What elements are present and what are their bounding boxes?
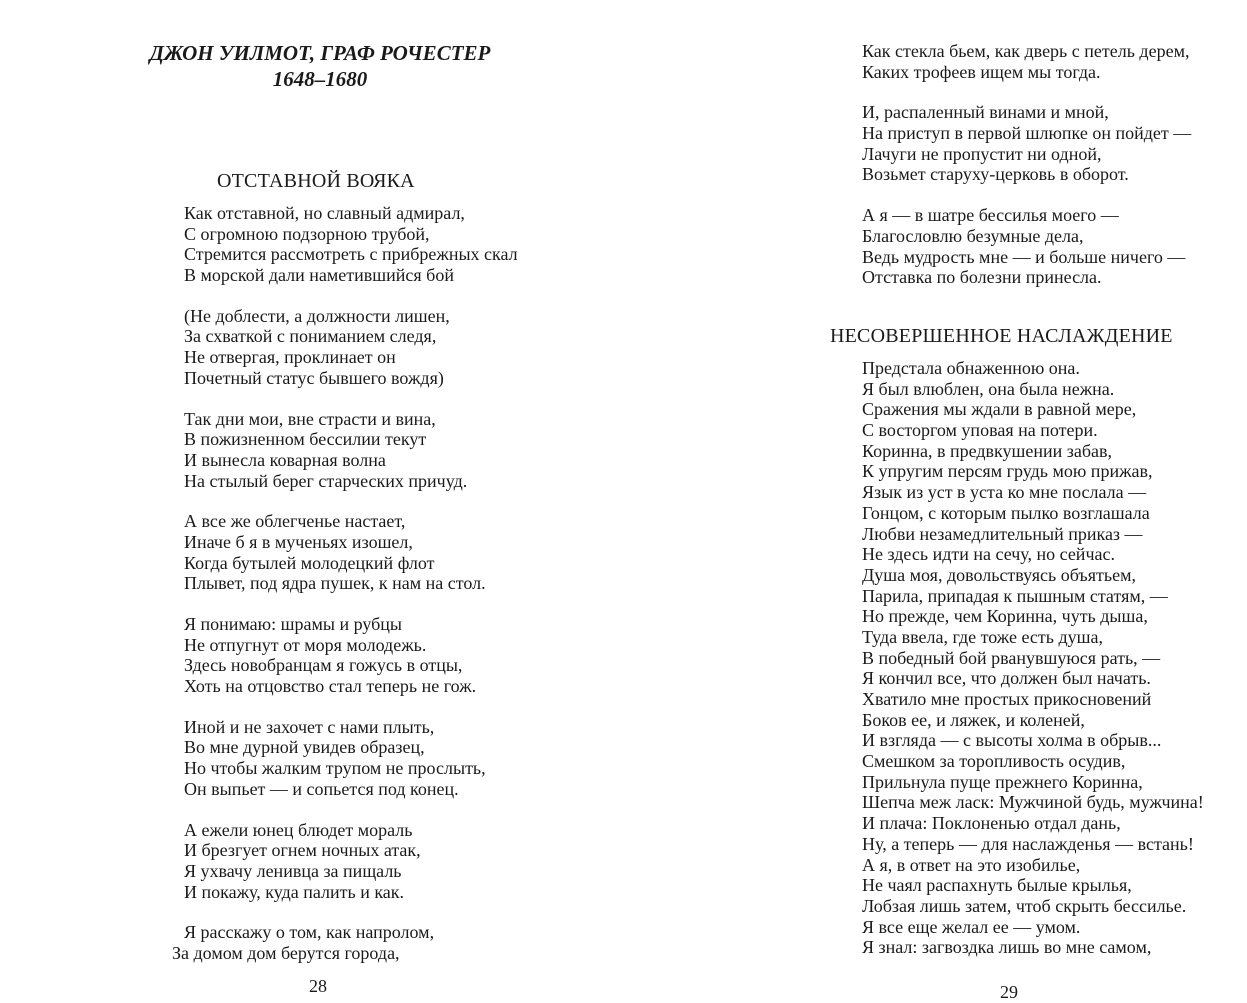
verse-line: А все же облегченье настает,	[184, 511, 406, 532]
verse-line: Язык из уст в уста ко мне послала —	[862, 482, 1147, 503]
verse-line: Душа моя, довольствуясь объятьем,	[862, 564, 1136, 585]
verse-line: Любви незамедлительный приказ —	[862, 523, 1143, 544]
verse-line: Лобзая лишь затем, чтоб скрыть бессилье.	[862, 895, 1187, 916]
verse-line: И плача: Поклоненью отдал дань,	[862, 813, 1121, 834]
stanza	[862, 205, 1191, 288]
verse-line: Туда ввела, где тоже есть душа,	[862, 626, 1103, 647]
verse-line: Так дни мои, вне страсти и вина,	[184, 408, 436, 429]
verse-line: Не здесь идти на сечу, но сейчас.	[862, 544, 1115, 565]
left-page	[0, 0, 620, 999]
page-number-left: 28	[309, 976, 327, 996]
verse-line: Не чаял распахнуть былые крылья,	[862, 875, 1132, 896]
verse-line: Я был влюблен, она была нежна.	[862, 378, 1115, 399]
verse-line: В пожизненном бессилии текут	[184, 429, 427, 450]
stanza	[862, 358, 1204, 958]
verse-line: А я — в шатре бессилья моего —	[862, 205, 1119, 226]
verse-line: В морской дали наметившийся бой	[184, 265, 454, 286]
verse-line: Иначе б я в мученьях изошел,	[184, 531, 413, 552]
verse-line: Шепча меж ласк: Мужчиной будь, мужчина!	[862, 792, 1204, 813]
verse-line: Не отпугнут от моря молодежь.	[184, 634, 427, 655]
verse-line: Когда бутылей молодецкий флот	[184, 552, 435, 573]
stanza	[862, 102, 1191, 185]
verse-line: С огромною подзорною трубой,	[184, 223, 430, 244]
verse-line: Я расскажу о том, как напролом,	[184, 922, 435, 943]
verse-line: И взгляда — с высоты холма в обрыв...	[862, 730, 1162, 751]
poem-title-nesovershennoe-naslazhdenie: НЕСОВЕРШЕННОЕ НАСЛАЖДЕНИЕ	[830, 325, 1173, 347]
verse-line: Но чтобы жалким трупом не прослыть,	[184, 758, 486, 779]
poem-body-right-top	[862, 41, 1191, 308]
verse-line: Смешком за торопливость осудив,	[862, 751, 1126, 772]
verse-line: Коринна, в предвкушении забав,	[862, 440, 1113, 461]
verse-line: Я кончил все, что должен был начать.	[862, 668, 1151, 689]
verse-line: В победный бой рванувшуюся рать, —	[862, 647, 1161, 668]
verse-line: Здесь новобранцам я гожусь в отцы,	[184, 655, 463, 676]
verse-line: За домом дом берутся города,	[172, 942, 400, 963]
verse-line: Как стекла бьем, как дверь с петель дерем,	[862, 41, 1190, 61]
author-heading	[0, 40, 640, 92]
verse-line: Благословлю безумные дела,	[862, 225, 1084, 246]
verse-line: Хватило мне простых прикосновений	[862, 689, 1152, 709]
author-dates: 1648–1680	[272, 67, 368, 91]
verse-line: И покажу, куда палить и как.	[184, 881, 405, 902]
verse-line: Хоть на отцовство стал теперь не гож.	[184, 676, 477, 697]
verse-line: Почетный статус бывшего вождя)	[184, 367, 444, 388]
verse-line: Иной и не захочет с нами плыть,	[184, 716, 435, 737]
verse-line: За схваткой с пониманием следя,	[184, 326, 437, 347]
stanza	[184, 203, 518, 286]
verse-line: И, распаленный винами и мной,	[862, 102, 1109, 123]
verse-line: Ведь мудрость мне — и больше ничего —	[862, 246, 1186, 267]
verse-line: Гонцом, с которым пылко возглашала	[862, 502, 1150, 523]
verse-line: Прильнула пуще прежнего Коринна,	[862, 771, 1143, 792]
poem-body-left	[172, 203, 518, 984]
verse-line: Я ухвачу ленивца за пищаль	[184, 860, 402, 881]
verse-line: Плывет, под ядра пушек, к нам на стол.	[184, 573, 486, 594]
verse-line: Я знал: загвоздка лишь во мне самом,	[862, 937, 1152, 958]
verse-line: Каких трофеев ищем мы тогда.	[862, 61, 1101, 82]
stanza	[184, 306, 518, 389]
author-name: ДЖОН УИЛМОТ, ГРАФ РОЧЕСТЕР	[149, 41, 491, 65]
stanza	[862, 41, 1191, 82]
right-page	[625, 0, 1247, 1002]
stanza	[184, 511, 518, 594]
verse-line: (Не доблести, а должности лишен,	[184, 305, 450, 326]
stanza	[184, 614, 518, 697]
verse-line: Как отставной, но славный адмирал,	[184, 203, 465, 223]
verse-line: Он выпьет — и сопьется под конец.	[184, 778, 459, 799]
verse-line: Но прежде, чем Коринна, чуть дыша,	[862, 606, 1148, 627]
poem-title-otstavnoy-voyaka: ОТСТАВНОЙ ВОЯКА	[217, 170, 415, 192]
verse-line: С восторгом уповая на потери.	[862, 420, 1098, 441]
verse-line: Предстала обнаженною она.	[862, 358, 1080, 378]
verse-line: К упругим персям грудь мою прижав,	[862, 461, 1153, 482]
verse-line: Не отвергая, проклинает он	[184, 347, 396, 368]
stanza	[172, 922, 518, 963]
verse-line: Я все еще желал ее — умом.	[862, 916, 1081, 937]
verse-line: Возьмет старуху-церковь в оборот.	[862, 164, 1129, 185]
verse-line: Отставка по болезни принесла.	[862, 267, 1102, 288]
verse-line: Ну, а теперь — для наслажденья — встань!	[862, 833, 1194, 854]
verse-line: Лачуги не пропустит ни одной,	[862, 143, 1102, 164]
verse-line: И вынесла коварная волна	[184, 449, 386, 470]
verse-line: А я, в ответ на это изобилье,	[862, 854, 1081, 875]
verse-line: На приступ в первой шлюпке он пойдет —	[862, 123, 1192, 144]
verse-line: Я понимаю: шрамы и рубцы	[184, 614, 402, 634]
verse-line: Боков ее, и ляжек, и коленей,	[862, 709, 1085, 730]
verse-line: На стылый берег старческих причуд.	[184, 470, 468, 491]
verse-line: Стремится рассмотреть с прибрежных скал	[184, 244, 518, 265]
stanza	[184, 409, 518, 492]
page-number-right: 29	[1000, 982, 1018, 1002]
verse-line: Сражения мы ждали в равной мере,	[862, 399, 1137, 420]
verse-line: Во мне дурной увидев образец,	[184, 737, 425, 758]
verse-line: Парила, припадая к пышным статям, —	[862, 585, 1168, 606]
verse-line: А ежели юнец блюдет мораль	[184, 819, 413, 840]
stanza	[184, 820, 518, 903]
stanza	[184, 717, 518, 800]
poem-body-right-main	[862, 358, 1204, 978]
verse-line: И брезгует огнем ночных атак,	[184, 840, 421, 861]
